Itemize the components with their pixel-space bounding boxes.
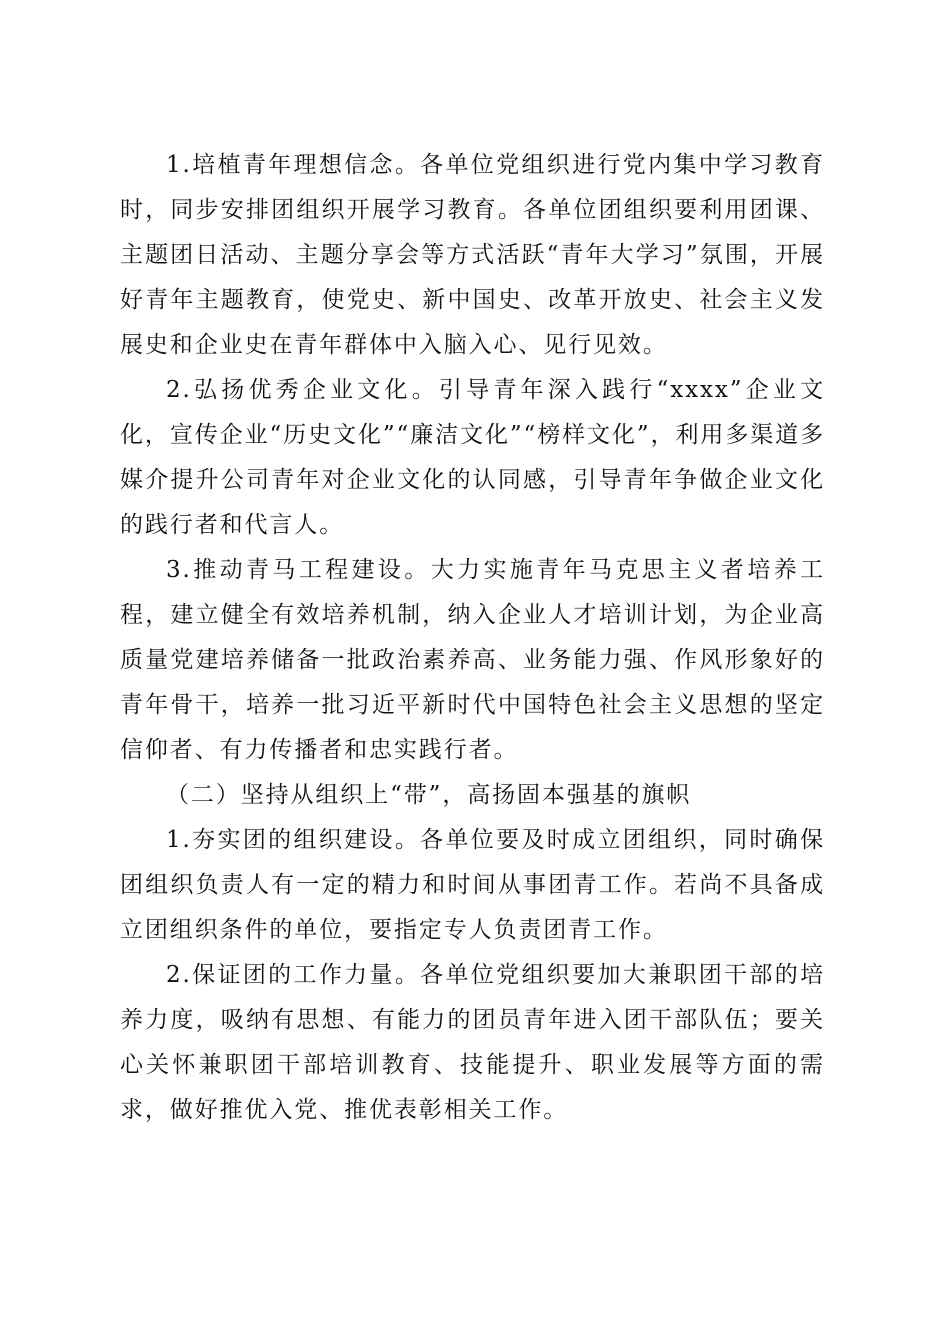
paragraph-promote-culture: 2.弘扬优秀企业文化。引导青年深入践行“xxxx”企业文化，宣传企业“历史文化”“廉洁文化”“榜样文化”，利用多渠道多媒介提升公司青年对企业文化的认同感，引导青年争做企业文化的践行者和代言人。 (120, 377, 825, 538)
paragraph-organization-building: 1.夯实团的组织建设。各单位要及时成立团组织，同时确保团组织负责人有一定的精力和时间从事团青工作。若尚不具备成立团组织条件的单位，要指定专人负责团青工作。 (120, 827, 825, 943)
section-heading: （二）坚持从组织上“带”，高扬固本强基的旗帜 (166, 782, 692, 808)
paragraph-qingma-project: 3.推动青马工程建设。大力实施青年马克思主义者培养工程，建立健全有效培养机制，纳入企业人才培训计划，为企业高质量党建培养储备一批政治素养高、业务能力强、作风形象好的青年骨干，培养一批习近平新时代中国特色社会主义思想的坚定信仰者、有力传播者和忠实践行者。 (120, 557, 825, 763)
paragraph-cultivate-ideals: 1.培植青年理想信念。各单位党组织进行党内集中学习教育时，同步安排团组织开展学习教育。各单位团组织要利用团课、主题团日活动、主题分享会等方式活跃“青年大学习”氛围，开展好青年主题教育，使党史、新中国史、改革开放史、社会主义发展史和企业史在青年群体中入脑入心、见行见效。 (120, 152, 825, 358)
paragraph-work-force: 2.保证团的工作力量。各单位党组织要加大兼职团干部的培养力度，吸纳有思想、有能力的团员青年进入团干部队伍；要关心关怀兼职团干部培训教育、技能提升、职业发展等方面的需求，做好推优入党、推优表彰相关工作。 (120, 962, 825, 1123)
document-body (120, 143, 825, 1133)
